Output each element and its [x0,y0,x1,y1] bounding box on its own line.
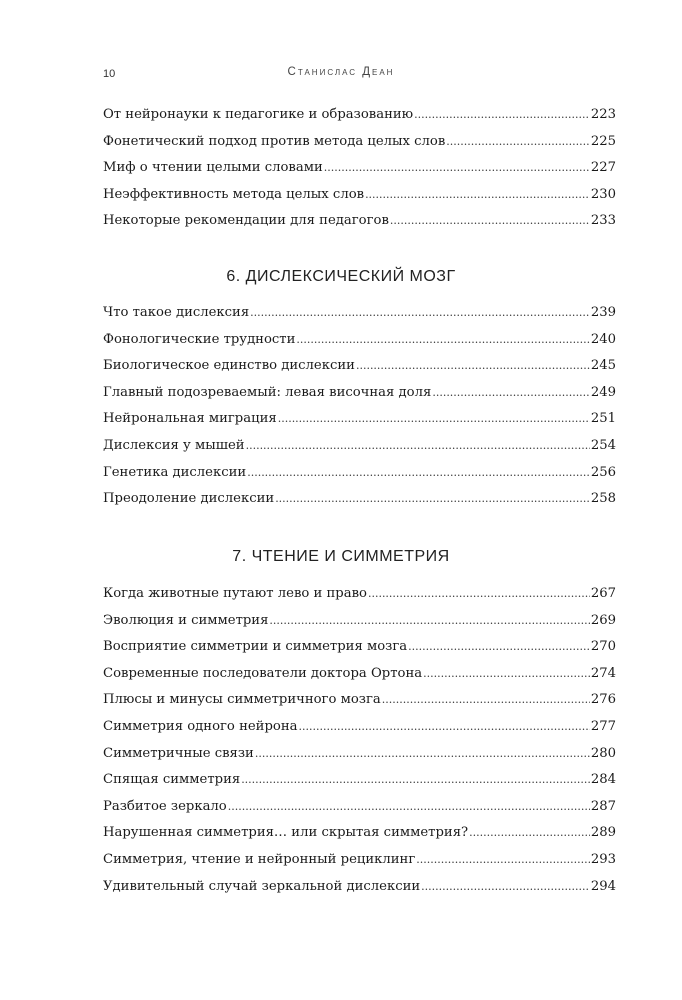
toc-entry-page: 289 [590,825,616,841]
toc-entry-title: Главный подозреваемый: левая височная доля [103,384,432,400]
toc-entry-page: 249 [590,384,616,400]
toc-entry-page: 277 [590,718,616,734]
toc-entry[interactable] [103,327,616,354]
toc-leader-dots [365,182,590,209]
toc-leader-dots [382,687,590,714]
toc-entry[interactable] [103,300,616,327]
toc-entry[interactable] [103,687,616,714]
toc-entry[interactable] [103,820,616,847]
toc-leader-dots [356,353,590,380]
toc-entry-title: Некоторые рекомендации для педагогов [103,213,389,229]
toc-entry-title: Спящая симметрия [103,772,241,788]
toc-entry-page: 225 [590,133,616,149]
toc-entry-title: Восприятие симметрии и симметрия мозга [103,639,408,655]
toc-entry-title: Миф о чтении целыми словами [103,160,323,176]
toc-entry-page: 258 [590,491,616,507]
toc-entry-page: 254 [590,437,616,453]
toc-leader-dots [228,794,590,821]
toc-entry[interactable] [103,353,616,380]
toc-entry[interactable] [103,129,616,156]
toc-entry[interactable] [103,182,616,209]
toc-leader-dots [298,714,589,741]
toc-entry-page: 280 [590,745,616,761]
toc-leader-dots [241,767,590,794]
toc-leader-dots [247,460,590,487]
running-head [0,66,682,86]
toc-entry-page: 284 [590,772,616,788]
running-head-author: Станислас Деан [287,66,395,78]
toc-leader-dots [278,406,590,433]
toc-entry-title: Фонетический подход против метода целых слов [103,133,446,149]
toc-entry-title: Нейрональная миграция [103,411,277,427]
toc-entry-title: Преодоление дислексии [103,491,275,507]
toc-leader-dots [446,129,590,156]
toc-entry[interactable] [103,581,616,608]
toc-leader-dots [269,608,589,635]
toc-entry[interactable] [103,460,616,487]
toc-entry-page: 269 [590,612,616,628]
toc-entry-page: 239 [590,305,616,320]
toc-leader-dots [275,486,590,513]
toc-entry[interactable] [103,767,616,794]
toc-entry-title: Удивительный случай зеркальной дислексии [103,878,421,894]
toc-chapter-7 [103,581,616,900]
toc-entry[interactable] [103,380,616,407]
toc-entry[interactable] [103,634,616,661]
toc-leader-dots [324,155,590,182]
toc-leader-dots [250,300,590,327]
toc-leader-dots [390,208,590,235]
toc-entry[interactable] [103,208,616,235]
toc-entry-page: 276 [590,692,616,708]
toc-entry-title: От нейронауки к педагогике и образованию [103,107,414,122]
toc-entry-page: 256 [590,464,616,480]
toc-entry-page: 233 [590,213,616,229]
toc-entry-page: 240 [590,331,616,347]
toc-entry-page: 287 [590,798,616,814]
toc-entry[interactable] [103,714,616,741]
chapter-heading: 7. ЧТЕНИЕ И СИММЕТРИЯ [232,548,450,565]
page-number: 10 [103,68,116,80]
toc-leader-dots [416,847,590,874]
toc-entry-title: Разбитое зеркало [103,798,227,814]
toc-entry[interactable] [103,661,616,688]
toc-entry[interactable] [103,847,616,874]
toc-entry-title: Симметрия одного нейрона [103,718,298,734]
toc-entry[interactable] [103,741,616,768]
toc-entry-title: Плюсы и минусы симметричного мозга [103,692,381,708]
toc-entry-title: Симметрия, чтение и нейронный рециклинг [103,851,416,867]
toc-section-top [103,102,616,235]
toc-entry[interactable] [103,102,616,129]
toc-entry-title: Симметричные связи [103,745,254,761]
toc-entry-title: Дислексия у мышей [103,437,245,453]
toc-leader-dots [469,820,590,847]
toc-leader-dots [255,741,590,768]
toc-entry-title: Биологическое единство дислексии [103,358,355,374]
toc-entry-title: Генетика дислексии [103,464,247,480]
toc-entry[interactable] [103,874,616,901]
toc-chapter-6 [103,300,616,513]
toc-leader-dots [423,661,590,688]
toc-entry-title: Современные последователи доктора Ортона [103,665,423,681]
toc-entry-title: Фонологические трудности [103,331,296,347]
toc-leader-dots [246,433,590,460]
toc-entry-title: Нарушенная симметрия… или скрытая симметрия? [103,825,469,841]
toc-entry-page: 267 [590,586,616,601]
toc-entry-page: 294 [590,878,616,894]
toc-leader-dots [408,634,590,661]
toc-leader-dots [368,581,590,608]
toc-entry-title: Эволюция и симметрия [103,612,269,628]
toc-entry-page: 230 [590,186,616,202]
toc-leader-dots [432,380,590,407]
toc-entry-page: 251 [590,411,616,427]
toc-entry-title: Когда животные путают лево и право [103,586,367,601]
toc-entry-page: 270 [590,639,616,655]
chapter-heading: 6. ДИСЛЕКСИЧЕСКИЙ МОЗГ [226,268,456,285]
toc-entry-title: Неэффективность метода целых слов [103,186,365,202]
toc-entry[interactable] [103,794,616,821]
toc-leader-dots [421,874,590,901]
toc-entry[interactable] [103,155,616,182]
toc-entry-page: 227 [590,160,616,176]
toc-entry[interactable] [103,406,616,433]
toc-entry[interactable] [103,608,616,635]
toc-leader-dots [296,327,589,354]
toc-entry-title: Что такое дислексия [103,305,250,320]
toc-entry-page: 293 [590,851,616,867]
toc-entry-page: 223 [590,107,616,122]
toc-entry[interactable] [103,486,616,513]
toc-entry-page: 245 [590,358,616,374]
toc-entry[interactable] [103,433,616,460]
toc-entry-page: 274 [590,665,616,681]
toc-leader-dots [414,102,590,129]
